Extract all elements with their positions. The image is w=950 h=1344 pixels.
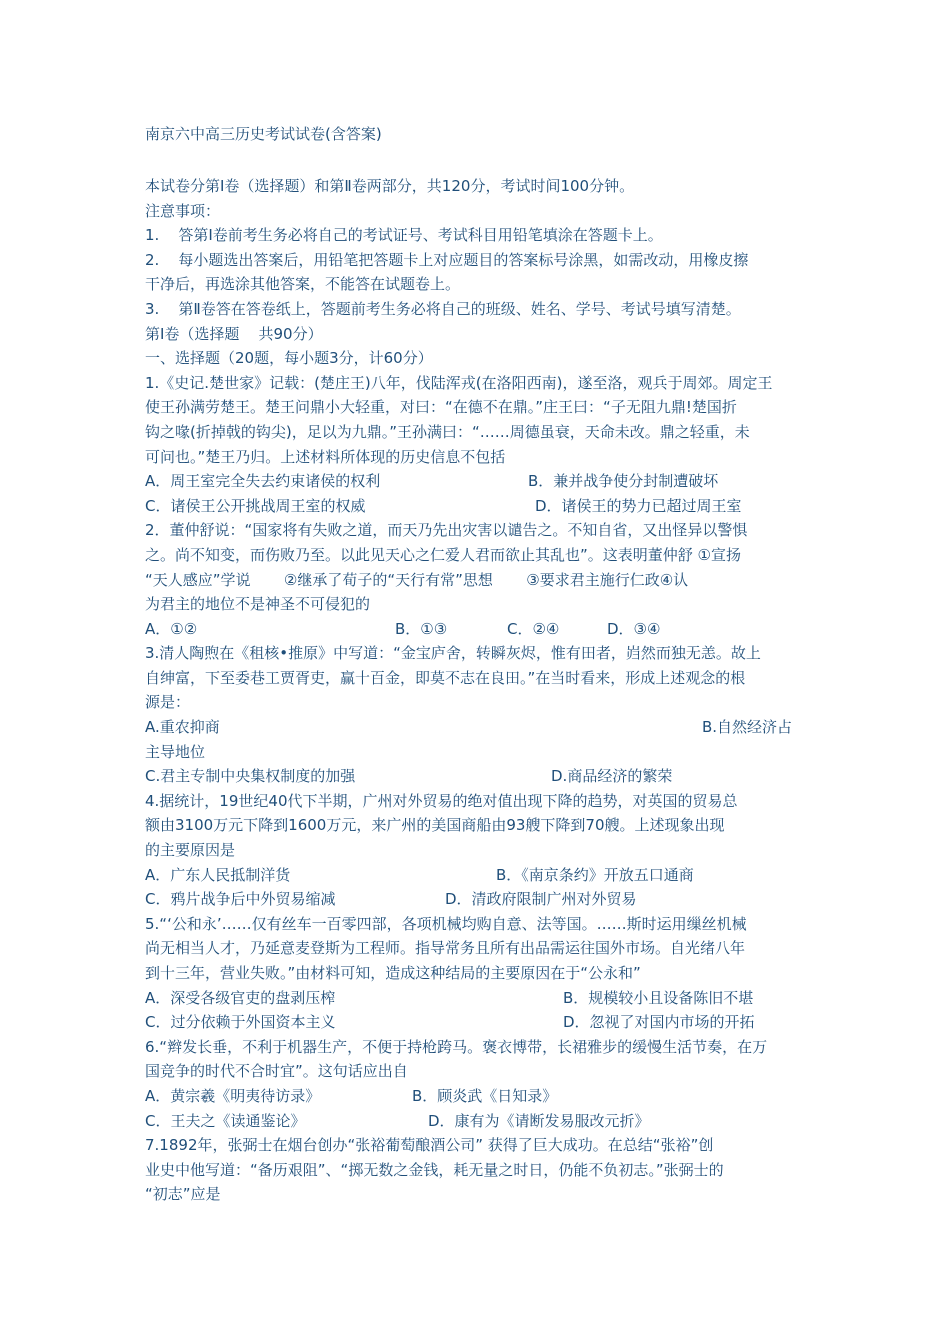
note-item: 1. 答第Ⅰ卷前考生务必将自己的考试证号、考试科目用铅笔填涂在答题卡上。 — [145, 226, 663, 245]
option-b: B.自然经济占 — [702, 718, 793, 737]
option-d: D．③④ — [607, 619, 661, 638]
option-a: A．①② — [145, 619, 198, 638]
question-7-text: “初志”应是 — [145, 1185, 221, 1204]
option-d: D.商品经济的繁荣 — [551, 767, 673, 786]
option-c: C．诸侯王公开挑战周王室的权威 — [145, 496, 366, 515]
intro-text: 本试卷分第Ⅰ卷（选择题）和第Ⅱ卷两部分，共120分，考试时间100分钟。 — [145, 177, 635, 195]
question-4-options — [145, 887, 810, 912]
option-a: A．周王室完全失去约束诸侯的权利 — [145, 472, 381, 491]
question-3-text: 自绅富，下至委巷工贾胥吏，赢十百金，即莫不志在良田。”在当时看来，形成上述观念的根 — [145, 668, 746, 687]
option-a: A．黄宗羲《明夷待访录》 — [145, 1086, 321, 1105]
notes-heading: 注意事项： — [145, 201, 221, 220]
option-c: C．②④ — [507, 619, 560, 638]
spacer — [145, 148, 810, 174]
question-6-options — [145, 1109, 810, 1134]
question-3-options — [145, 764, 810, 789]
option-c: C．王夫之《读通鉴论》 — [145, 1111, 306, 1130]
question-5-text: 5.“‘公和永’……仅有丝车一百零四部，各项机械均购自意、法等国。……斯时运用缫丝机械 — [145, 914, 747, 933]
document-title: 南京六中高三历史考试试卷(含答案) — [145, 125, 382, 143]
option-d: D．忽视了对国内市场的开拓 — [563, 1013, 755, 1032]
question-2-text: 为君主的地位不是神圣不可侵犯的 — [145, 595, 371, 614]
question-5-options — [145, 986, 810, 1011]
question-4-options — [145, 863, 810, 888]
option-c: C．过分依赖于外国资本主义 — [145, 1013, 336, 1032]
question-2-text: 2．董仲舒说：“国家将有失败之道，而天乃先出灾害以谴告之。不知自省，又出怪异以警惧 — [145, 521, 748, 540]
note-item: 3. 第Ⅱ卷答在答卷纸上，答题前考生务必将自己的班级、姓名、学号、考试号填写清楚。 — [145, 299, 741, 318]
question-1-text: 可问也。”楚王乃归。上述材料所体现的历史信息不包括 — [145, 447, 506, 466]
option-a: A.重农抑商 — [145, 718, 220, 737]
question-5-text: 尚无相当人才，乃延意麦登斯为工程师。指导常务且所有出品需运往国外市场。自光绪八年 — [145, 939, 746, 958]
question-6-options — [145, 1084, 810, 1109]
question-2-text: “天人感应”学说 ②继承了荀子的“天行有常”思想 ③要求君主施行仁政④认 — [145, 570, 689, 589]
option-a: A．深受各级官吏的盘剥压榨 — [145, 988, 336, 1007]
question-1-options — [145, 469, 810, 494]
question-3-options — [145, 715, 810, 740]
option-b: B．顾炎武《日知录》 — [412, 1086, 558, 1105]
exam-page — [145, 122, 810, 1207]
question-7-text: 7.1892年，张弼士在烟台创办“张裕葡萄酿酒公司” 获得了巨大成功。在总结“张裕”创 — [145, 1136, 714, 1155]
question-2-text: 之。尚不知变，而伤败乃至。以此见天心之仁爱人君而欲止其乱也”。这表明董仲舒 ①宣扬 — [145, 545, 741, 564]
option-c: C．鸦片战争后中外贸易缩减 — [145, 890, 336, 909]
option-d: D．清政府限制广州对外贸易 — [445, 890, 637, 909]
option-b-continued: 主导地位 — [145, 742, 206, 761]
question-7-text: 业史中他写道：“备历艰阻”、“掷无数之金钱，耗无量之时日，仍能不负初志。”张弼士的 — [145, 1160, 724, 1179]
question-4-text: 额由3100万元下降到1600万元，来广州的美国商船由93艘下降到70艘。上述现象出现 — [145, 816, 725, 835]
section-header: 第Ⅰ卷（选择题 共90分） — [145, 324, 323, 343]
option-a: A．广东人民抵制洋货 — [145, 865, 291, 884]
question-1-text: 1.《史记.楚世家》记载：(楚庄王)八年，伐陆浑戎(在洛阳西南)，遂至洛，观兵于周郊。周定王 — [145, 373, 773, 392]
question-1-text: 使王孙满劳楚王。楚王问鼎小大轻重，对曰：“在德不在鼎。”庄王曰：“子无阻九鼎!楚国折 — [145, 398, 737, 417]
question-4-text: 的主要原因是 — [145, 841, 236, 860]
question-5-text: 到十三年，营业失败。”由材料可知，造成这种结局的主要原因在于“公永和” — [145, 964, 641, 982]
option-b: B．规模较小且设备陈旧不堪 — [563, 988, 754, 1007]
question-1-options — [145, 494, 810, 519]
option-b: B．①③ — [395, 619, 448, 638]
option-b: B．兼并战争使分封制遭破坏 — [528, 472, 719, 491]
question-3-text: 3.清人陶煦在《租核•推原》中写道：“金宝庐舍，转瞬灰烬，惟有田者，岿然而独无恙。故上 — [145, 644, 761, 663]
question-2-options — [145, 617, 810, 642]
note-item: 干净后，再选涂其他答案，不能答在试题卷上。 — [145, 275, 461, 294]
part-heading: 一、选择题（20题，每小题3分，计60分） — [145, 349, 433, 368]
option-d: D．康有为《请断发易服改元折》 — [428, 1111, 650, 1130]
question-1-text: 钩之喙(折掉戟的钩尖)，足以为九鼎。”王孙满曰：“……周德虽衰，天命未改。鼎之轻重，未 — [145, 422, 750, 441]
option-d: D．诸侯王的势力已超过周王室 — [535, 496, 742, 515]
question-5-options — [145, 1010, 810, 1035]
note-item: 2. 每小题选出答案后，用铅笔把答题卡上对应题目的答案标号涂黑，如需改动，用橡皮擦 — [145, 250, 749, 269]
question-6-text: 国竞争的时代不合时宜”。这句话应出自 — [145, 1062, 408, 1081]
option-b: B．《南京条约》开放五口通商 — [496, 865, 694, 884]
option-c: C.君主专制中央集权制度的加强 — [145, 767, 356, 786]
question-4-text: 4.据统计，19世纪40代下半期，广州对外贸易的绝对值出现下降的趋势，对英国的贸易总 — [145, 791, 738, 810]
question-3-text: 源是： — [145, 693, 191, 712]
question-6-text: 6.“辫发长垂，不利于机器生产，不便于持枪跨马。褒衣博带，长裙雅步的缓慢生活节奏，在万 — [145, 1037, 768, 1056]
